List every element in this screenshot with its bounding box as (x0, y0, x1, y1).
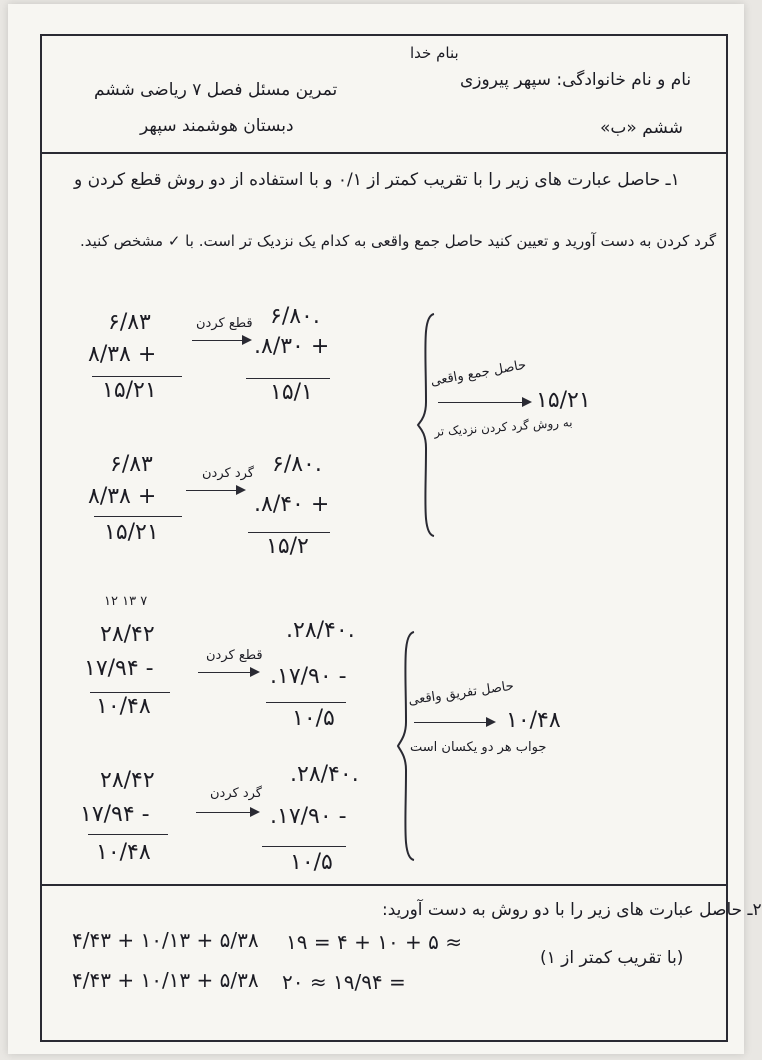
sub1-orig-top: ۲۸/۴۲ (100, 622, 155, 647)
sub1-approx-rule (266, 702, 346, 703)
sub2-orig-top: ۲۸/۴۲ (100, 768, 155, 793)
add2-orig-top: ۶/۸۳ (110, 452, 153, 477)
add2-approx-sum: ۱۵/۲ (266, 534, 309, 559)
sub1-approx-top: .۲۸/۴۰. (286, 618, 355, 643)
add-note-text: به روش گرد کردن نزدیک تر (433, 415, 573, 439)
sub1-orig-bottom: - ۱۷/۹۴ (84, 656, 154, 681)
student-class: ششم «ب» (600, 118, 683, 138)
assignment-title: تمرین مسئل فصل ۷ ریاضی ششم (94, 80, 338, 100)
add-note-value: ۱۵/۲۱ (536, 388, 591, 413)
add2-approx-top: .۶/۸۰ (272, 452, 322, 477)
sub-note-value: ۱۰/۴۸ (506, 708, 561, 733)
sub1-approx-bottom: - ۱۷/۹۰. (270, 664, 347, 689)
q2-row1-expression: ۵/۳۸ + ۱۰/۱۳ + ۴/۴۳ (72, 928, 259, 952)
add1-approx-rule (246, 378, 330, 379)
sub1-approx-result: ۱۰/۵ (292, 706, 335, 731)
sub2-orig-bottom: - ۱۷/۹۴ (80, 802, 150, 827)
add1-approx-sum: ۱۵/۱ (270, 380, 313, 405)
add2-orig-bottom: + ۸/۳۸ (88, 484, 157, 509)
sub1-borrow-marks: ۷ ۱۳ ۱۲ (104, 594, 148, 609)
q2-condition: (با تقریب کمتر از ۱) (540, 948, 684, 968)
sub-note-label: حاصل تفریق واقعی (407, 678, 515, 709)
add2-orig-rule (94, 516, 182, 517)
sub2-orig-rule (88, 834, 168, 835)
sub1-method-label: قطع کردن (206, 648, 263, 663)
add1-orig-rule (92, 376, 182, 377)
q2-row2-result: = ۱۹/۹۴ ≈ ۲۰ (282, 970, 406, 994)
bismillah: بنام خدا (410, 44, 459, 62)
q2-row1-approx: ≈ ۵ + ۱۰ + ۴ = ۱۹ (286, 930, 463, 954)
add1-approx-bottom: + ۸/۳۰. (254, 334, 330, 359)
school-name: دبستان هوشمند سپهر (140, 116, 294, 136)
add-note-label: حاصل جمع واقعی (429, 357, 528, 390)
add2-method-label: گرد کردن (202, 466, 254, 481)
add1-orig-bottom: + ۸/۳۸ (88, 342, 157, 367)
add1-orig-sum: ۱۵/۲۱ (102, 378, 157, 403)
sub1-orig-result: ۱۰/۴۸ (96, 694, 151, 719)
sub2-approx-rule (262, 846, 346, 847)
student-name: نام و نام خانوادگی: سپهر پیروزی (460, 70, 692, 90)
add2-arrow (186, 490, 244, 491)
sub1-orig-rule (90, 692, 170, 693)
sub-note-text: جواب هر دو یکسان است (410, 740, 547, 755)
sub2-method-label: گرد کردن (210, 786, 262, 801)
q1-instruction-line2: گرد کردن به دست آورید و تعیین کنید حاصل جمع واقعی به کدام یک نزدیک تر است. با ✓ مشخص کنید. (80, 232, 717, 250)
sub1-arrow (198, 672, 258, 673)
add2-approx-bottom: + ۸/۴۰. (254, 492, 330, 517)
question-divider (40, 884, 726, 886)
add1-arrow (192, 340, 250, 341)
add2-orig-sum: ۱۵/۲۱ (104, 520, 159, 545)
add2-approx-rule (248, 532, 330, 533)
add1-orig-top: ۶/۸۳ (108, 310, 151, 335)
q1-instruction-line1: ۱ـ حاصل عبارت های زیر را با تقریب کمتر از ۰/۱ و با استفاده از دو روش قطع کردن و (74, 170, 680, 190)
sub2-approx-result: ۱۰/۵ (290, 850, 333, 875)
q2-title: ۲ـ حاصل عبارت های زیر را با دو روش به دست آورید: (382, 900, 762, 920)
sub2-orig-result: ۱۰/۴۸ (96, 840, 151, 865)
sub2-arrow (196, 812, 258, 813)
add1-method-label: قطع کردن (196, 316, 253, 331)
q2-row2-expression: ۵/۳۸ + ۱۰/۱۳ + ۴/۴۳ (72, 968, 259, 992)
sub-note-arrow (414, 722, 494, 723)
sub2-approx-bottom: - ۱۷/۹۰. (270, 804, 347, 829)
header-divider (40, 152, 726, 154)
sub2-approx-top: .۲۸/۴۰. (290, 762, 359, 787)
add-note-arrow (438, 402, 530, 403)
add1-approx-top: .۶/۸۰ (270, 304, 320, 329)
